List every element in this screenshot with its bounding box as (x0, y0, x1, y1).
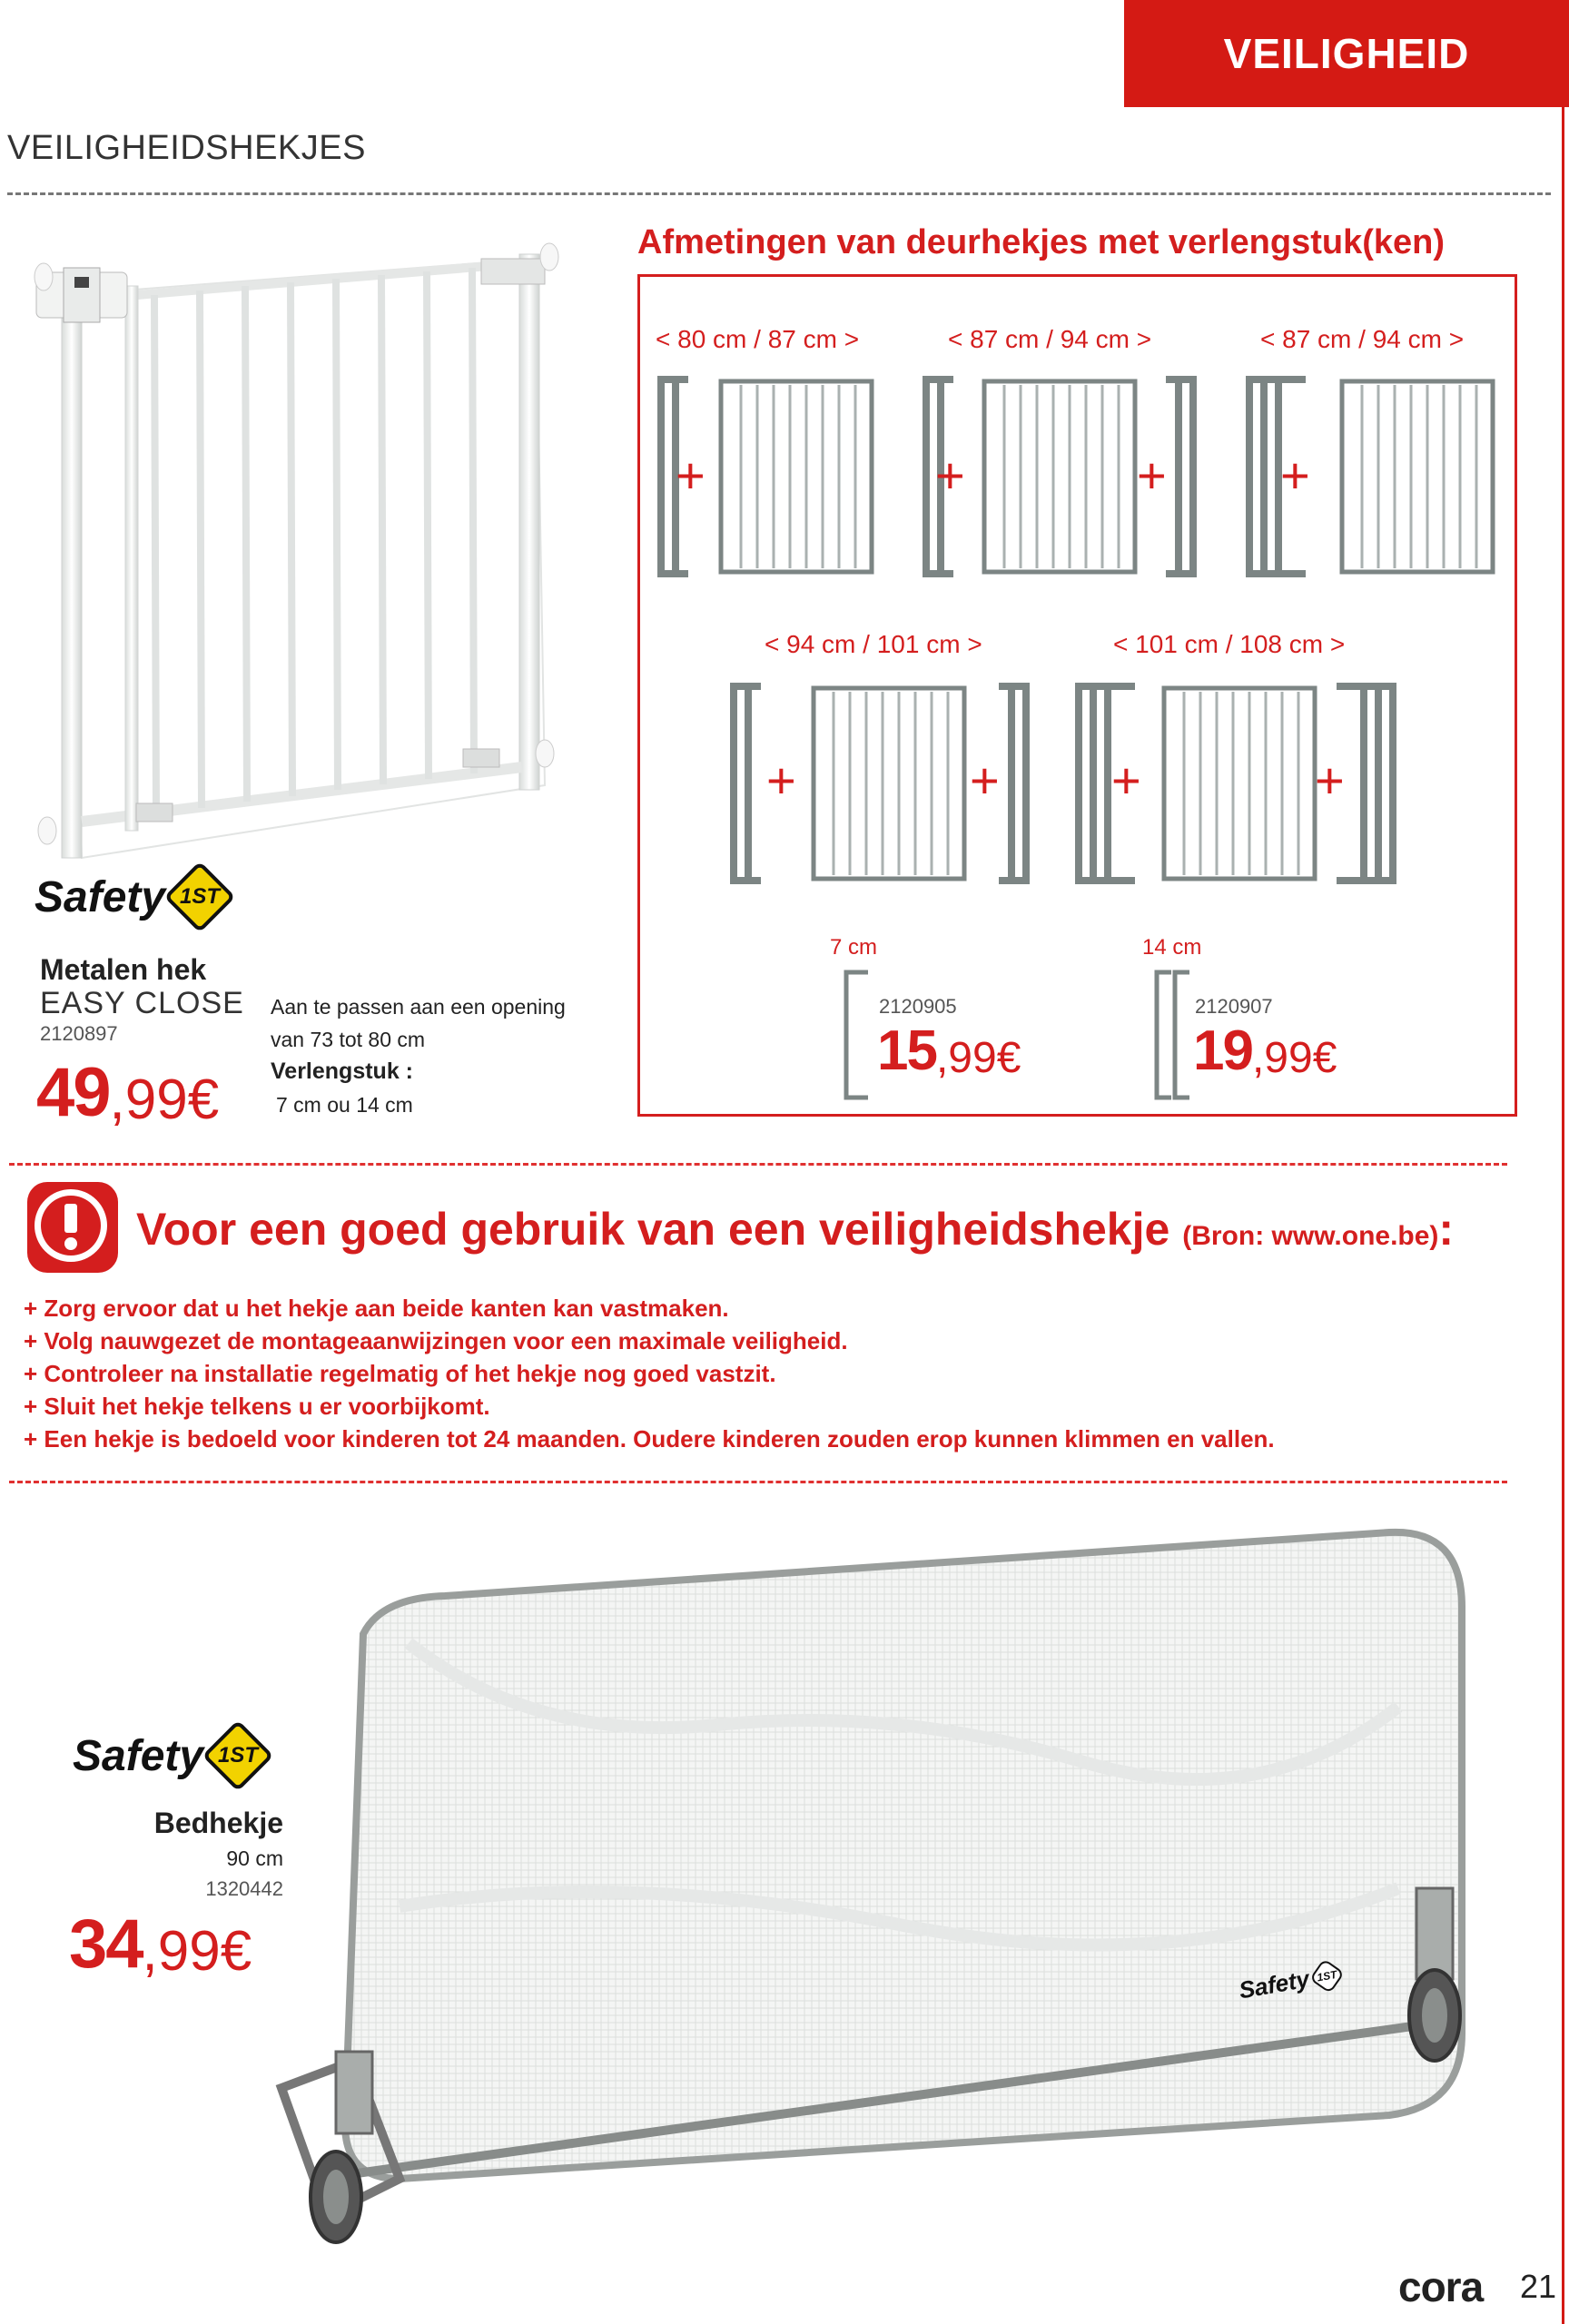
gate-fit-text-1: Aan te passen aan een opening (271, 995, 566, 1019)
plus-icon: + (1137, 447, 1167, 504)
dim-label-1: < 80 cm / 87 cm > (656, 325, 860, 353)
bed-sku: 1320442 (205, 1877, 283, 1900)
plus-icon: + (935, 447, 965, 504)
dim-label-2: < 87 cm / 94 cm > (948, 325, 1152, 353)
gate-model: EASY CLOSE (40, 986, 244, 1020)
section-title: VEILIGHEIDSHEKJES (7, 129, 366, 167)
plus-icon: + (970, 752, 1000, 809)
safety-1st-logo (35, 872, 225, 922)
safety-1st-logo-2 (73, 1730, 263, 1781)
bed-title: Bedhekje (153, 1807, 283, 1839)
right-edge-rule (1562, 107, 1564, 2324)
gate-title: Metalen hek (40, 953, 207, 986)
ext-7-bracket (843, 970, 870, 1100)
warning-divider-bottom (9, 1481, 1507, 1483)
gate-fit-text-2: van 73 tot 80 cm (271, 1028, 426, 1051)
bed-rail-print-badge: 1ST (1309, 1958, 1345, 1994)
warning-title: Voor een goed gebruik van een veiligheidshekje (Bron: www.one.be): (136, 1204, 1455, 1255)
brand-badge-2: 1ST (202, 1719, 273, 1791)
ext-7-sku: 2120905 (879, 995, 957, 1018)
bed-price: 34 ,99€ (69, 1905, 252, 1983)
dimensions-title: Afmetingen van deurhekjes met verlengstuk(ken) (637, 223, 1446, 261)
dim-label-3: < 87 cm / 94 cm > (1260, 325, 1465, 353)
dim-label-4: < 94 cm / 101 cm > (765, 630, 982, 658)
ext-14-price: 19 ,99€ (1193, 1019, 1337, 1082)
store-logo: cora (1398, 2263, 1484, 2310)
warning-divider-top (9, 1163, 1507, 1166)
warning-tip-4: + Sluit het hekje telkens u er voorbijkomt. (24, 1393, 490, 1420)
gate-sku: 2120897 (40, 1022, 118, 1045)
gate-ext-label: Verlengstuk : (271, 1059, 413, 1084)
category-banner: VEILIGHEID (1124, 0, 1569, 107)
plus-icon: + (676, 447, 706, 504)
plus-icon: + (1111, 752, 1141, 809)
ext-7-price: 15 ,99€ (877, 1019, 1021, 1082)
warning-source: (Bron: www.one.be) (1182, 1221, 1439, 1251)
warning-tip-2: + Volg nauwgezet de montageaanwijzingen voor een maximale veiligheid. (24, 1327, 848, 1354)
ext-14-sku: 2120907 (1195, 995, 1273, 1018)
gate-ext-text: 7 cm ou 14 cm (276, 1093, 413, 1117)
plus-icon: + (1280, 447, 1310, 504)
ext-14-size: 14 cm (1142, 935, 1202, 960)
gate-product-image (27, 231, 581, 867)
bed-rail-image (263, 1525, 1480, 2251)
warning-icon (25, 1180, 120, 1275)
section-divider (7, 192, 1551, 195)
warning-tip-3: + Controleer na installatie regelmatig of het hekje nog goed vastzit. (24, 1360, 776, 1387)
bed-rail-print-logo: Safety 1ST (1237, 1960, 1342, 2005)
ext-14-bracket (1153, 970, 1193, 1100)
warning-tip-5: + Een hekje is bedoeld voor kinderen tot 24 maanden. Oudere kinderen zouden erop kunnen klimmen en vallen. (24, 1425, 1275, 1452)
brand-name: Safety (35, 872, 166, 921)
gate-price: 49 ,99€ (36, 1054, 220, 1131)
ext-7-size: 7 cm (830, 935, 878, 960)
page-number: 21 (1520, 2268, 1557, 2305)
warning-tip-1: + Zorg ervoor dat u het hekje aan beide kanten kan vastmaken. (24, 1295, 729, 1322)
brand-name-2: Safety (73, 1731, 204, 1780)
bed-size: 90 cm (226, 1846, 283, 1870)
dim-label-5: < 101 cm / 108 cm > (1113, 630, 1346, 658)
plus-icon: + (766, 752, 796, 809)
plus-icon: + (1315, 752, 1345, 809)
brand-badge: 1ST (163, 861, 235, 932)
